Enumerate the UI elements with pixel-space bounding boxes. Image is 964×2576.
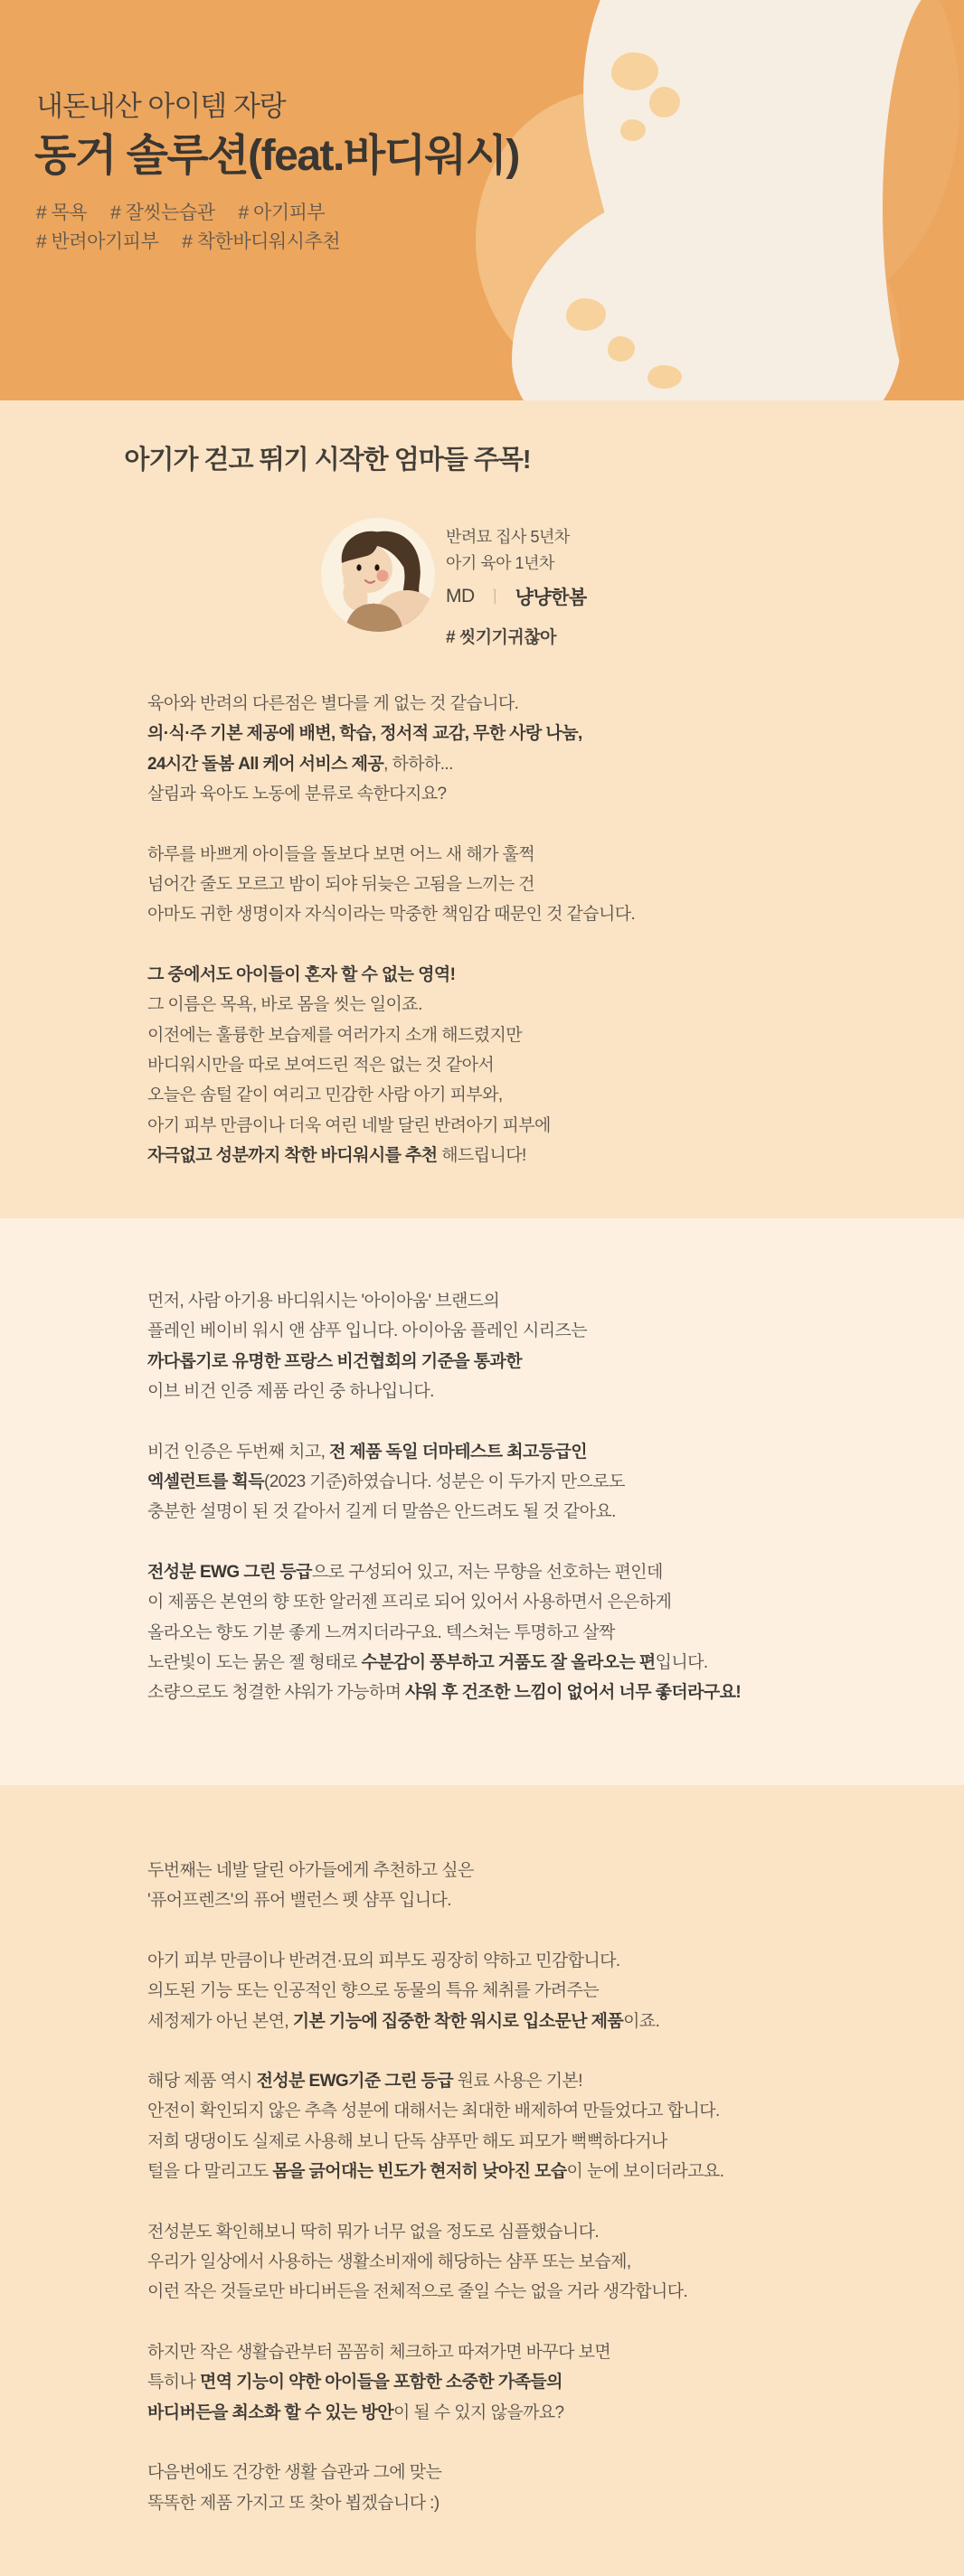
intro-section [0,400,964,1218]
paragraph: 해당 제품 역시 전성분 EWG기준 그린 등급 원료 사용은 기본! 안전이 확인되지 않은 추측 성분에 대해서는 최대한 배제하여 만들었다고 합니다. 저희 댕댕이도 실제로 사용해 보니 단독 샴푸만 해도 피모가 뻑뻑하다거나 털을 다 말리고도 몸을 긁어대는 빈도가 현저히 낮아진 모습이 눈에 보이더라고요. [147,2072,724,2182]
foam-photo [530,0,964,400]
baby-wash-section [0,1218,964,1785]
author-profile [446,524,587,648]
paragraph: 아기 피부 만큼이나 반려견·묘의 피부도 굉장히 약하고 민감합니다. 의도된 기능 또는 인공적인 향으로 동물의 특유 체취를 가려주는 세정제가 아닌 본연, 기본 기능에 집중한 착한 워시로 입소문난 제품이죠. [147,1951,660,2031]
body-copy [147,1286,961,1738]
header-banner [0,0,964,400]
body-copy [147,1856,961,2548]
divider: ㅣ [487,588,503,606]
paragraph: 두번째는 네발 달린 아가들에게 추천하고 싶은 '퓨어프렌즈'의 퓨어 밸런스 펫 샴푸 입니다. [147,1861,474,1911]
paragraph: 하지만 작은 생활습관부터 꼼꼼히 체크하고 따져가면 바꾸다 보면 특히나 면역 기능이 약한 아이들을 포함한 소중한 가족들의 바디버든을 최소화 할 수 있는 방안이 될 수 있지 않을까요? [147,2342,611,2422]
pet-shampoo-section [0,1785,964,2576]
hashtag-row [36,198,325,225]
hashtag: # 착한바디워시추천 [182,231,341,252]
paragraph: 다음번에도 건강한 생활 습관과 그에 맞는 똑똑한 제품 가지고 또 찾아 뵙겠습니다 :) [147,2463,442,2513]
profile-career-2: 아기 육아 1년차 [446,554,554,572]
hashtag: # 잘씻는습관 [110,202,215,223]
body-copy [147,689,961,1201]
profile-nickname: 냥냥한봄 [515,588,587,608]
paragraph: 하루를 바쁘게 아이들을 돌보다 보면 어느 새 해가 훌쩍 넘어간 줄도 모르고 밤이 되야 뒤늦은 고됨을 느끼는 건 아마도 귀한 생명이자 자식이라는 막중한 책임감 때문인 것 같습니다. [147,844,636,925]
paragraph: 그 중에서도 아이들이 혼자 할 수 없는 영역! 그 이름은 목욕, 바로 몸을 씻는 일이죠. 이전에는 훌륭한 보습제를 여러가지 소개 해드렸지만 바디워시만을 따로 보여드린 적은 없는 것 같아서 오늘은 솜털 같이 여리고 민감한 사람 아기 피부와, 아기 피부 만큼이나 더욱 여린 네발 달린 반려아기 피부에 자극없고 성분까지 착한 바디워시를 추천 해드립니다! [147,964,551,1166]
paragraph: 먼저, 사람 아기용 바디워시는 '아이아움' 브랜드의 플레인 베이비 워시 앤 샴푸 입니다. 아이아움 플레인 시리즈는 까다롭기로 유명한 프랑스 비건협회의 기준을 통과한 이브 비건 인증 제품 라인 중 하나입니다. [147,1292,587,1402]
paragraph: 육아와 반려의 다른점은 별다를 게 없는 것 같습니다. 의·식·주 기본 제공에 배변, 학습, 정서적 교감, 무한 사랑 나눔, 24시간 돌봄 All 케어 서비스 제공, 하하하... 살림과 육아도 노동에 분류로 속한다지요? [147,694,582,804]
profile-role-row [446,583,587,610]
author-illustration [321,518,435,632]
paragraph: 전성분도 확인해보니 딱히 뭐가 너무 없을 정도로 심플했습니다. 우리가 일상에서 사용하는 생활소비재에 해당하는 샴푸 또는 보습제, 이런 작은 것들로만 바디버든을 전체적으로 줄일 수는 없을 거라 생각합니다. [147,2222,688,2302]
paragraph: 전성분 EWG 그린 등급으로 구성되어 있고, 저는 무향을 선호하는 편인데 이 제품은 본연의 향 또한 알러젠 프리로 되어 있어서 사용하면서 은은하게 올라오는 향도 기분 좋게 느껴지더라구요. 텍스쳐는 투명하고 살짝 노란빛이 도는 묽은 젤 형태로 수분감이 풍부하고 거품도 잘 올라오는 편입니다. 소량으로도 청결한 샤워가 가능하며 샤워 후 건조한 느낌이 없어서 너무 좋더라구요! [147,1562,742,1703]
profile-role: MD [446,586,475,606]
page-title: 동거 솔루션(feat.바디워시) [34,132,519,180]
hashtag: # 목욕 [36,202,88,223]
hashtag-row [36,227,340,254]
paragraph: 비건 인증은 두번째 치고, 전 제품 독일 더마테스트 최고등급인 엑셀런트를 획득(2023 기준)하였습니다. 성분은 이 두가지 만으로도 충분한 설명이 된 것 같아서 길게 더 말씀은 안드려도 될 것 같아요. [147,1442,625,1522]
avatar [321,518,435,632]
profile-hashtag: # 씻기기귀찮아 [446,628,556,647]
header-eyebrow: 내돈내산 아이템 자랑 [36,90,286,122]
section-headline: 아기가 걷고 뛰기 시작한 엄마들 주목! [124,446,531,475]
hashtag: # 반려아기피부 [36,231,159,252]
profile-career-1: 반려묘 집사 5년차 [446,528,570,546]
hashtag: # 아기피부 [238,202,326,223]
